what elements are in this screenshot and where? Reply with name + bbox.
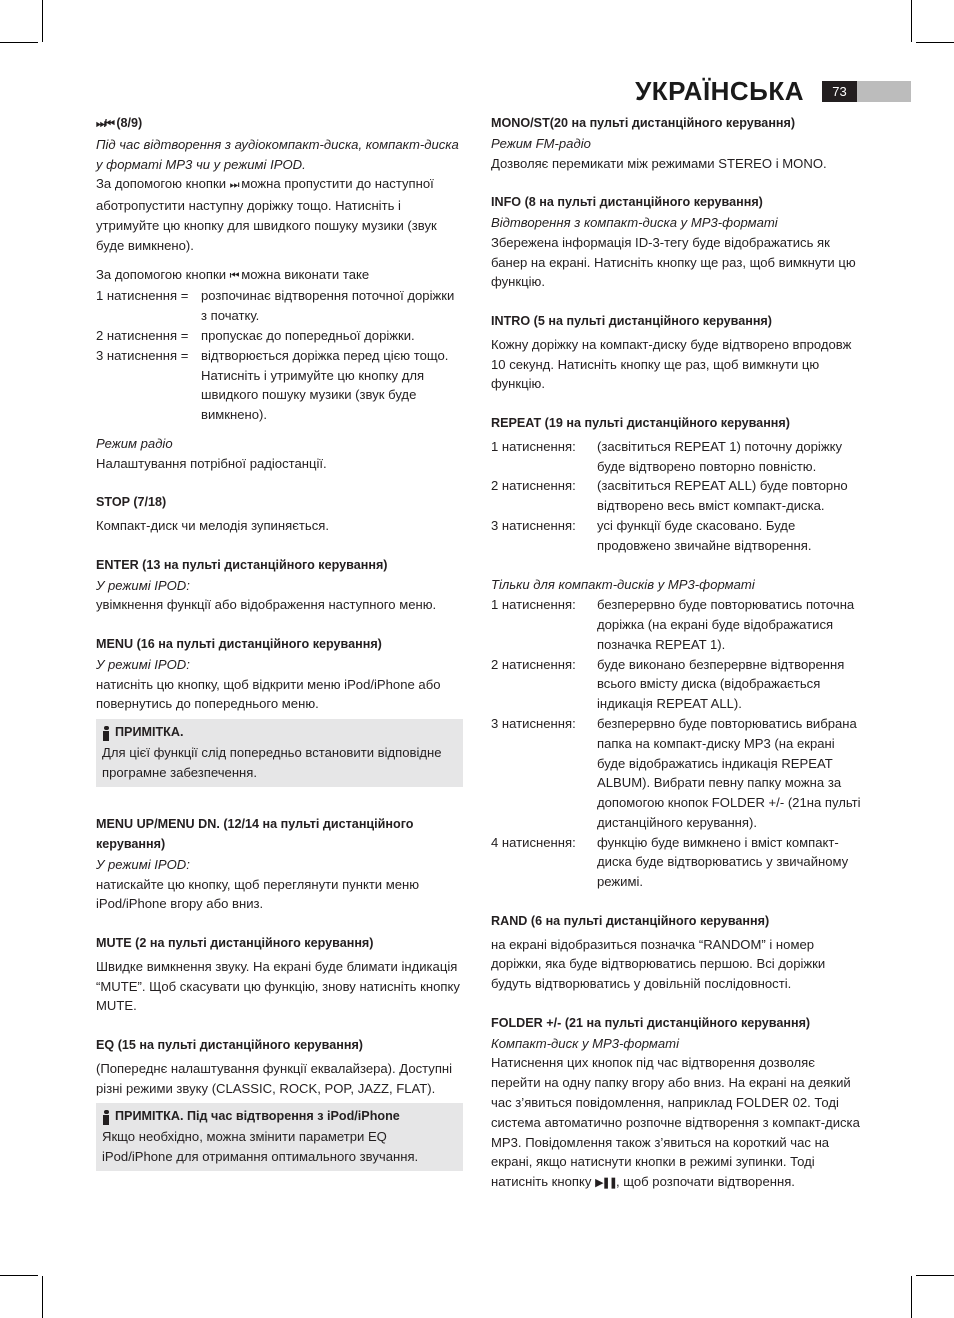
menu-updn-text: натискайте цю кнопку, щоб переглянути пункти меню iPod/iPhone вгору або вниз. (96, 876, 420, 912)
mute-heading: MUTE (2 на пульті дистанційного керування) (96, 936, 374, 951)
crop-mark (42, 0, 43, 42)
crop-mark (916, 42, 954, 43)
page-number-bar (857, 81, 911, 102)
note-box: ПРИМІТКА. Для цієї функції слід попередньо встановити відповідне програмне забезпечення. (96, 719, 463, 786)
skip-icon: ⏭/⏮ (96, 118, 113, 130)
mute-text: Швидке вимкнення звуку. На екрані буде блимати індикація “MUTE”. Щоб скасувати цю функцію, знову натисніть кнопку MUTE. (96, 958, 460, 1014)
mono-text: Дозволяє перемикати між режимами STEREO і MONO. (491, 155, 827, 171)
info-icon (102, 1110, 111, 1125)
skip-paragraph-1: За допомогою кнопки ⏭ можна пропустити до наступної аботропустити наступну доріжку тощо. Натисніть і утримуйте цю кнопку для швидкого пошуку музики (звук буде вимкнено). (96, 176, 437, 253)
note-box: ПРИМІТКА. Під час відтворення з iPod/iPhone Якщо необхідно, можна змінити параметри EQ iPod/iPhone для отримання оптимального звучання. (96, 1103, 463, 1170)
repeat-row: 1 натиснення: (засвітиться REPEAT 1) поточну доріжку буде відтворено повторно повністю. (491, 438, 843, 474)
menu-updn-heading: MENU UP/MENU DN. (12/14 на пульті дистанційного керування) (96, 817, 414, 852)
repeat-row: 3 натиснення: усі функції буде скасовано. Буде продовжено звичайне відтворення. (491, 517, 812, 553)
crop-mark (911, 0, 912, 42)
info-heading: INFO (8 на пульті дистанційного керування) (491, 195, 763, 210)
press-row: 3 натиснення = відтворюється доріжка перед цією тощо. Натисніть і утримуйте цю кнопку для швидкого пошуку музики (звук буде вимкнено). (96, 347, 449, 423)
menu-heading: MENU (16 на пульті дистанційного керування) (96, 636, 382, 651)
repeat-heading: REPEAT (19 на пульті дистанційного керування) (491, 415, 790, 430)
repeat-mp3-row: 4 натиснення: функцію буде вимкнено і вміст компакт-диска буде відтворюватись у звичайному режимі. (491, 834, 849, 890)
skip-paragraph-2: За допомогою кнопки ⏮ можна виконати таке (96, 266, 370, 282)
info-mode: Відтворення з компакт-диска у MP3-форматі (491, 214, 778, 230)
radio-mode: Режим радіо (96, 435, 173, 451)
folder-mode: Компакт-диск у MP3-форматі (491, 1035, 679, 1051)
folder-text: Натиснення цих кнопок під час відтворення дозволяє перейти на одну папку вгору або вниз. На екрані на деякий час з’явиться повідомлення, наприклад FOLDER 02. Тоді система автоматично розпочне відтворення з компакт-диска MP3. Повідомлення також з’явиться на короткий час на екрані, якщо натиснути кнопки в режимі зупинки. Тоді натисніть кнопку ▶❚❚, щоб розпочати відтворення. (491, 1055, 860, 1190)
page-title: УКРАЇНСЬКА (635, 76, 804, 106)
repeat-mp3-mode: Тільки для компакт-дисків у MP3-форматі (491, 577, 755, 593)
right-column (491, 114, 861, 1194)
repeat-mp3-row: 1 натиснення: безперервно буде повторюватись поточна доріжка (на екрані буде відображатися позначка REPEAT 1). (491, 597, 855, 652)
radio-text: Налаштування потрібної радіостанції. (96, 455, 327, 471)
stop-heading: STOP (7/18) (96, 495, 167, 510)
info-icon (102, 726, 111, 741)
intro-heading: INTRO (5 на пульті дистанційного керування) (491, 313, 772, 328)
menu-mode: У режимі IPOD: (96, 656, 190, 672)
press-row: 1 натиснення = розпочинає відтворення поточної доріжки з початку. (96, 288, 455, 324)
stop-text: Компакт-диск чи мелодія зупиняється. (96, 518, 329, 534)
play-pause-icon: ▶❚❚ (595, 1177, 616, 1190)
rand-text: на екрані відобразиться позначка “RANDOM” і номер доріжки, яка буде відтворюватись першою. Всі доріжки будуть відтворюватись у довільній послідовності. (491, 936, 826, 992)
crop-mark (911, 1276, 912, 1318)
mono-mode: Режим FM-радіо (491, 135, 591, 151)
left-column (96, 114, 463, 1171)
next-track-icon: ⏭ (229, 179, 238, 192)
prev-track-icon: ⏮ (229, 269, 238, 282)
rand-heading: RAND (6 на пульті дистанційного керування) (491, 913, 770, 928)
info-text: Збережена інформація ID-3-тегу буде відображатись як банер на екрані. Натисніть кнопку ще раз, щоб вимкнути цю функцію. (491, 234, 856, 290)
page-number: 73 (822, 81, 857, 102)
skip-heading: ⏭/⏮ (8/9) (96, 116, 143, 130)
intro-text: Кожну доріжку на компакт-диску буде відтворено впродовж 10 секунд. Натисніть кнопку ще раз, щоб вимкнути цю функцію. (491, 336, 852, 392)
eq-heading: EQ (15 на пульті дистанційного керування) (96, 1038, 363, 1053)
enter-text: увімкнення функції або відображення наступного меню. (96, 597, 437, 613)
repeat-row: 2 натиснення: (засвітиться REPEAT ALL) буде повторно відтворено весь вміст компакт-диска. (491, 478, 848, 514)
crop-mark (42, 1276, 43, 1318)
crop-mark (0, 42, 38, 43)
skip-mode: Під час відтворення з аудіокомпакт-диска, компакт-диска у форматі MP3 чи у режимі IPOD. (96, 136, 459, 172)
enter-mode: У режимі IPOD: (96, 577, 190, 593)
crop-mark (916, 1275, 954, 1276)
enter-heading: ENTER (13 на пульті дистанційного керування) (96, 557, 388, 572)
menu-text: натисніть цю кнопку, щоб відкрити меню iPod/iPhone або повернутись до попереднього меню. (96, 676, 441, 712)
eq-text: (Попереднє налаштування функції еквалайзера). Доступні різні режими звуку (CLASSIC, ROCK, POP, JAZZ, FLAT). (96, 1060, 453, 1096)
menu-updn-mode: У режимі IPOD: (96, 856, 190, 872)
folder-heading: FOLDER +/- (21 на пульті дистанційного керування) (491, 1015, 811, 1030)
crop-mark (0, 1275, 38, 1276)
repeat-mp3-row: 2 натиснення: буде виконано безперервне відтворення всього вмісту диска (відображається індикація REPEAT ALL). (491, 656, 845, 712)
press-row: 2 натиснення = пропускає до попередньої доріжки. (96, 327, 415, 343)
repeat-mp3-row: 3 натиснення: безперервно буде повторюватись вибрана папка на компакт-диску MP3 (на екрані буде відображатись індикація REPEAT ALBUM). Вибрати певну папку можна за допомогою кнопок FOLDER +/- (21на пульті дистанційного керування). (491, 715, 861, 830)
mono-heading: MONO/ST(20 на пульті дистанційного керування) (491, 116, 796, 130)
